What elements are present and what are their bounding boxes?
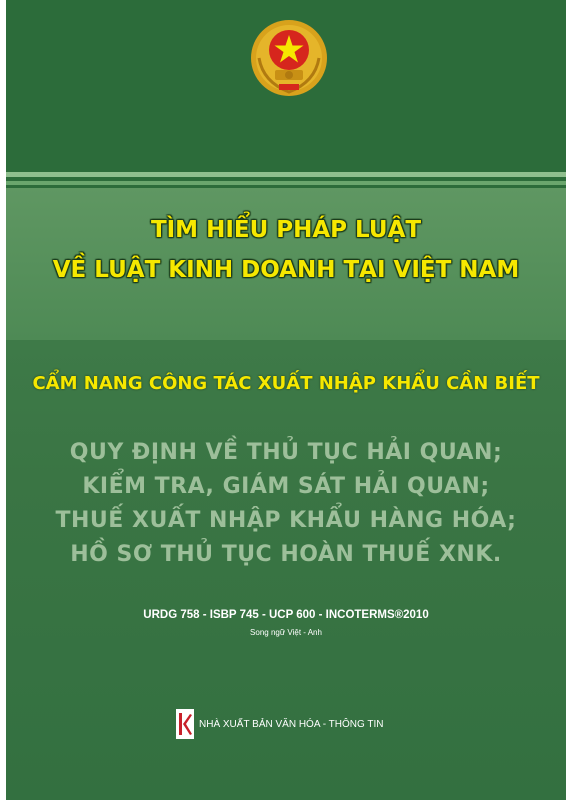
topic-line: KIỂM TRA, GIÁM SÁT HẢI QUAN; [82,474,490,499]
national-emblem-icon [249,18,329,98]
book-cover [6,0,566,800]
decorative-stripe [6,172,566,177]
standards-line: URDG 758 - ISBP 745 - UCP 600 - INCOTERMS®2010 [143,609,429,621]
subtitle: CẨM NANG CÔNG TÁC XUẤT NHẬP KHẨU CẦN BIẾT [32,373,540,394]
decorative-stripe [6,181,566,185]
language-note: Song ngữ Việt - Anh [250,628,322,637]
title-line-2: VỀ LUẬT KINH DOANH TẠI VIỆT NAM [52,257,520,283]
publisher-name: NHÀ XUẤT BẢN VĂN HÓA - THÔNG TIN [199,719,384,730]
lower-panel [6,340,566,800]
topic-line: HỒ SƠ THỦ TỤC HOÀN THUẾ XNK. [70,542,502,567]
publisher-logo-icon [176,709,194,739]
topic-line: THUẾ XUẤT NHẬP KHẨU HÀNG HÓA; [55,508,517,533]
title-line-1: TÌM HIỂU PHÁP LUẬT [150,217,422,243]
topic-line: QUY ĐỊNH VỀ THỦ TỤC HẢI QUAN; [69,440,503,465]
